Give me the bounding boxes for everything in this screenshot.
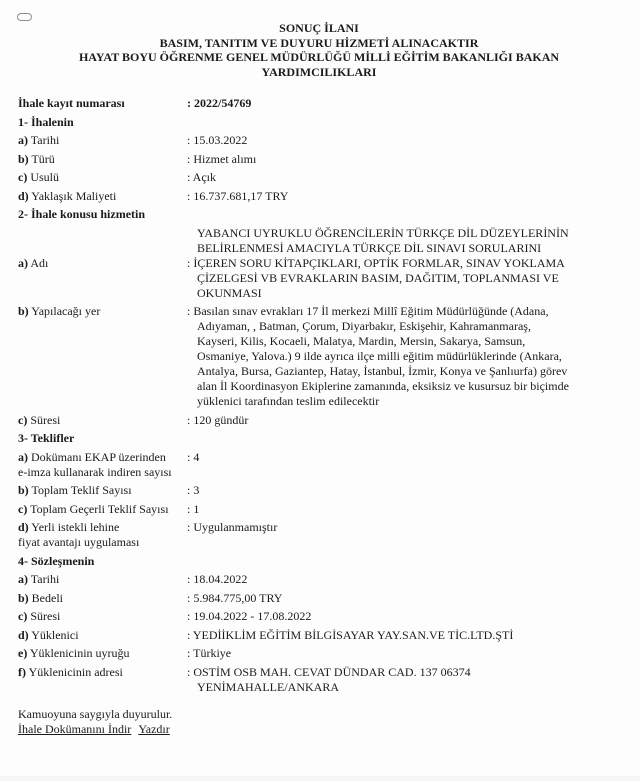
service-name-row <box>18 226 620 301</box>
field-label <box>18 572 187 587</box>
field-prefix: d) <box>18 520 29 534</box>
value-line: Osmaniye, Yalova.) 9 ilde ayrıca ilçe milli eğitim müdürlüklerinde (Ankara, <box>197 349 562 363</box>
contractor-row <box>18 628 620 643</box>
contractor-address-row <box>18 665 620 695</box>
field-prefix: a) <box>18 255 28 270</box>
field-prefix: b) <box>18 151 29 166</box>
field-label <box>18 133 187 148</box>
value-line: : İÇEREN SORU KİTAPÇIKLARI, OPTİK FORMLAR, SINAV YOKLAMA <box>187 255 565 270</box>
field-row <box>18 572 620 587</box>
value-line: Kayseri, Kilis, Kocaeli, Malatya, Mardin, Mersin, Sakarya, Samsun, <box>197 334 526 348</box>
field-label-line <box>18 520 187 535</box>
field-label: İhale kayıt numarası <box>18 96 125 110</box>
field-prefix: c) <box>18 412 28 427</box>
field-label <box>18 609 187 624</box>
field-label-text: Bedeli <box>31 590 63 605</box>
field-label-text: Usulü <box>30 170 59 184</box>
section-heading-3: 3- Teklifler <box>18 431 75 445</box>
field-label <box>18 152 187 167</box>
closing-text: Kamuoyuna saygıyla duyurulur. <box>18 706 173 721</box>
field-prefix: b) <box>18 590 29 605</box>
field-label-line2: e-imza kullanarak indiren sayısı <box>18 464 172 479</box>
field-prefix: a) <box>18 133 28 147</box>
field-value: : 1 <box>187 501 200 516</box>
title-line: HAYAT BOYU ÖĞRENME GENEL MÜDÜRLÜĞÜ MİLLİ EĞİTİM BAKANLIĞI BAKAN <box>78 50 560 64</box>
field-label-text: Yerli istekli lehine <box>31 520 120 534</box>
field-value: : Türkiye <box>187 646 232 660</box>
title-line: BASIM, TANITIM VE DUYURU HİZMETİ ALINACAKTIR <box>159 35 479 50</box>
field-label-text: Türü <box>31 151 55 166</box>
section-heading-2: 2- İhale konusu hizmetin <box>18 207 146 221</box>
field-row <box>18 483 620 498</box>
field-label <box>18 646 187 661</box>
value-line: YENİMAHALLE/ANKARA <box>197 679 339 694</box>
download-tender-document-link[interactable]: İhale Dokümanını İndir <box>18 721 132 736</box>
field-value <box>187 226 620 301</box>
field-row <box>18 189 620 204</box>
field-label-text: Yüklenicinin uyruğu <box>29 646 130 660</box>
field-row <box>18 133 620 148</box>
field-label <box>18 413 187 428</box>
field-row <box>18 520 620 550</box>
field-label-text: Yaklaşık Maliyeti <box>31 188 117 203</box>
field-prefix: b) <box>18 483 29 497</box>
field-prefix: d) <box>18 627 29 642</box>
field-label-text: Süresi <box>30 412 61 427</box>
field-value: : Hizmet alımı <box>187 151 257 166</box>
field-value: : 19.04.2022 - 17.08.2022 <box>187 609 312 623</box>
value-line: yüklenici tarafından teslim edilecektir <box>197 394 380 408</box>
field-label <box>18 520 187 550</box>
field-label <box>18 226 187 271</box>
field-value: : Açık <box>187 170 216 184</box>
value-line: : Basılan sınav evrakları 17 İl merkezi Millî Eğitim Müdürlüğünde (Adana, <box>187 304 549 318</box>
value-line: Antalya, Bursa, Gaziantep, Hatay, İstanbul, İzmir, Konya ve Şanlıurfa) görev <box>197 364 568 378</box>
field-label <box>18 170 187 185</box>
field-row <box>18 170 620 185</box>
field-label <box>18 628 187 643</box>
field-value: : 120 gündür <box>187 412 249 427</box>
value-line: OKUNMASI <box>197 285 262 300</box>
field-label-line2: fiyat avantajı uygulaması <box>18 535 140 549</box>
field-label <box>18 591 187 606</box>
field-label-text: Tarihi <box>30 572 60 586</box>
value-line: YABANCI UYRUKLU ÖĞRENCİLERİN TÜRKÇE DİL DÜZEYLERİNİN <box>197 225 569 240</box>
print-link[interactable]: Yazdır <box>138 721 170 736</box>
field-row <box>18 609 620 624</box>
field-prefix: e) <box>18 646 28 660</box>
section-heading-1: 1- İhalenin <box>18 114 74 129</box>
field-label-text: Yüklenici <box>31 627 79 642</box>
field-prefix: c) <box>18 170 28 184</box>
field-prefix: a) <box>18 449 28 464</box>
field-label <box>18 483 187 498</box>
value-line: Adıyaman, , Batman, Çorum, Diyarbakır, Eskişehir, Kahramanmaraş, <box>197 319 531 333</box>
field-label-text: Dokümanı EKAP üzerinden <box>31 449 166 464</box>
field-prefix: f) <box>18 664 26 679</box>
page-title <box>18 21 620 79</box>
field-row <box>18 450 620 480</box>
field-label-text: Tarihi <box>30 133 60 147</box>
field-value <box>187 304 620 409</box>
field-label <box>18 502 187 517</box>
field-row <box>18 413 620 428</box>
tender-registration-row <box>18 96 620 111</box>
field-value: : Uygulanmamıştır <box>187 520 278 534</box>
field-row <box>18 646 620 661</box>
field-row <box>18 591 620 606</box>
field-label <box>18 304 187 319</box>
value-line: ÇİZELGESİ VB EVRAKLARIN BASIM, DAĞITIM, TOPLANMASI VE <box>197 270 559 285</box>
field-value: : YEDİİKLİM EĞİTİM BİLGİSAYAR YAY.SAN.VE TİC.LTD.ŞTİ <box>187 627 514 642</box>
field-label-line <box>18 450 187 465</box>
collapse-pill-icon[interactable] <box>17 13 32 21</box>
value-line: alan İl Koordinasyon Ekiplerine zamanında, eksiksiz ve kusursuz bir biçimde <box>197 379 569 393</box>
field-label-text: Adı <box>30 255 49 270</box>
field-label <box>18 450 187 480</box>
field-label-text: Toplam Geçerli Teklif Sayısı <box>30 501 169 516</box>
field-prefix: b) <box>18 304 29 318</box>
field-prefix: c) <box>18 501 28 516</box>
field-value: : 2022/54769 <box>187 96 252 110</box>
footer-links <box>18 722 620 737</box>
value-line: : OSTİM OSB MAH. CEVAT DÜNDAR CAD. 137 06374 <box>187 664 471 679</box>
field-value: : 15.03.2022 <box>187 133 248 147</box>
field-prefix: c) <box>18 609 28 623</box>
document-body <box>18 96 620 737</box>
document-footer <box>18 707 620 737</box>
title-line: SONUÇ İLANI <box>279 21 359 35</box>
bottom-edge-strip <box>0 776 640 781</box>
service-location-row <box>18 304 620 409</box>
field-label-text: Yapılacağı yer <box>31 304 101 318</box>
field-label-text: Toplam Teklif Sayısı <box>31 483 132 497</box>
section-heading-4: 4- Sözleşmenin <box>18 553 95 568</box>
field-label <box>18 665 187 680</box>
field-value: : 4 <box>187 449 200 464</box>
field-label <box>18 189 187 204</box>
field-prefix: d) <box>18 188 29 203</box>
field-value: : 16.737.681,17 TRY <box>187 188 289 203</box>
field-value: : 3 <box>187 483 200 497</box>
field-prefix: a) <box>18 572 28 586</box>
value-line: BELİRLENMESİ AMACIYLA TÜRKÇE DİL SINAVI SORULARINI <box>197 240 542 255</box>
field-row <box>18 152 620 167</box>
title-line: YARDIMCILIKLARI <box>261 64 377 79</box>
field-label-text: Yüklenicinin adresi <box>28 664 123 679</box>
field-row <box>18 502 620 517</box>
field-value: : 18.04.2022 <box>187 572 248 586</box>
field-label-text: Süresi <box>30 609 61 623</box>
field-value: : 5.984.775,00 TRY <box>187 590 283 605</box>
field-value <box>187 665 620 695</box>
